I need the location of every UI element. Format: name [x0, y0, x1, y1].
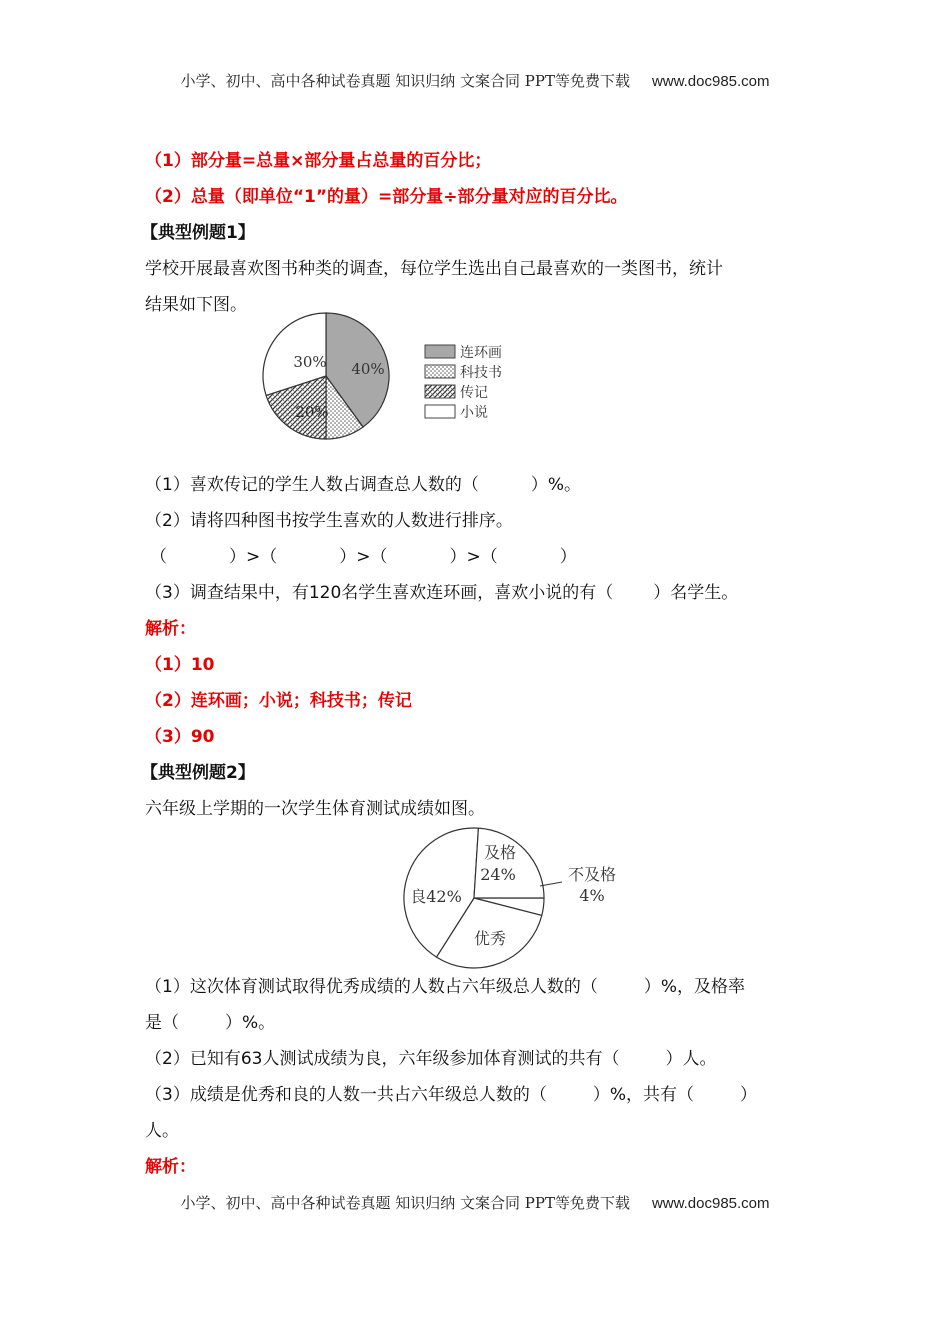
- example2-q1: [145, 972, 745, 997]
- header-site[interactable]: www.doc985.com: [651, 73, 770, 90]
- example2-intro: 六年级上学期的一次学生体育测试成绩如图。: [145, 799, 485, 819]
- example2-q3: [145, 1080, 757, 1105]
- q1-text-b: ）%。: [530, 475, 581, 495]
- example1-answer-3: （3）90: [145, 727, 215, 747]
- pie2-label-bujige: 不及格: [567, 865, 617, 884]
- legend-swatch-xiaoshuo: [425, 405, 455, 418]
- example1-q2: （2）请将四种图书按学生喜欢的人数进行排序。: [145, 511, 513, 531]
- legend-swatch-zhuanji: [425, 385, 455, 398]
- example2-q2: [145, 1044, 716, 1069]
- example1-title: 【典型例题1】: [141, 223, 255, 243]
- pie2-label-jige-pct: 24%: [480, 865, 516, 884]
- page-footer: [0, 1192, 950, 1213]
- e2-q1-text-d: ）%。: [225, 1013, 276, 1033]
- pie1-label-lianhuanhua: 40%: [351, 360, 385, 378]
- q3-text-b: ）名学生。: [653, 583, 739, 603]
- legend-swatch-lianhuanhua: [425, 345, 455, 358]
- e2-q3-text-a: （3）成绩是优秀和良的人数一共占六年级总人数的（: [145, 1085, 547, 1105]
- example1-q1: [145, 470, 581, 495]
- page-header: [0, 70, 950, 91]
- example1-rank-line: [150, 542, 577, 567]
- q3-text-a: （3）调查结果中，有120名学生喜欢连环画，喜欢小说的有（: [145, 583, 614, 603]
- rule-1: （1）部分量=总量×部分量占总量的百分比；: [145, 151, 492, 171]
- pie1-label-xiaoshuo: 30%: [293, 353, 327, 371]
- example1-q3: [145, 578, 738, 603]
- example2-q3-cont: 人。: [145, 1121, 179, 1141]
- e2-q1-text-c: 是（: [145, 1013, 179, 1033]
- pie2-slice-3: [474, 828, 544, 898]
- legend-label-zhuanji: 传记: [460, 385, 488, 401]
- rank-paren-1: ）>（: [229, 547, 278, 567]
- example1-intro-1: 学校开展最喜欢图书种类的调查，每位学生选出自己最喜欢的一类图书，统计: [145, 259, 723, 279]
- example2-title: 【典型例题2】: [141, 763, 255, 783]
- legend-label-xiaoshuo: 小说: [460, 405, 488, 421]
- pie2-label-youxiu: 优秀: [473, 929, 507, 948]
- pie1-label-zhuanji: 20%: [295, 403, 329, 421]
- q1-text-a: （1）喜欢传记的学生人数占调查总人数的（: [145, 475, 479, 495]
- rank-paren-0: （: [150, 547, 167, 567]
- e2-q1-text-a: （1）这次体育测试取得优秀成绩的人数占六年级总人数的（: [145, 977, 598, 997]
- footer-text: 小学、初中、高中各种试卷真题 知识归纳 文案合同 PPT等免费下载: [180, 1194, 630, 1212]
- header-text: 小学、初中、高中各种试卷真题 知识归纳 文案合同 PPT等免费下载: [180, 72, 630, 90]
- e2-q1-text-b: ）%，及格率: [643, 977, 745, 997]
- rank-paren-2: ）>（: [339, 547, 388, 567]
- example1-analysis-label: 解析：: [145, 619, 196, 639]
- rank-paren-3: ）>（: [449, 547, 498, 567]
- example1-answer-1: （1）10: [145, 655, 215, 675]
- e2-q3-text-c: ）: [739, 1085, 757, 1105]
- e2-q2-text-b: ）人。: [665, 1049, 717, 1069]
- rule-2: （2）总量（即单位“1”的量）=部分量÷部分量对应的百分比。: [145, 187, 628, 207]
- example2-q1-cont: [145, 1008, 275, 1033]
- e2-q3-text-b: ）%，共有（: [592, 1085, 694, 1105]
- example2-analysis-label: 解析：: [145, 1157, 196, 1177]
- legend-swatch-kejishu: [425, 365, 455, 378]
- rank-paren-4: ）: [559, 547, 577, 567]
- e2-q2-text-a: （2）已知有63人测试成绩为良，六年级参加体育测试的共有（: [145, 1049, 620, 1069]
- legend-label-kejishu: 科技书: [460, 365, 502, 381]
- pie-chart-pe-results: [400, 826, 640, 970]
- pie2-label-bujige-pct: 4%: [579, 886, 605, 905]
- pie2-label-liang: 良42%: [410, 887, 462, 906]
- footer-site[interactable]: www.doc985.com: [651, 1195, 770, 1212]
- legend-label-lianhuanhua: 连环画: [460, 345, 502, 361]
- example1-intro-2: 结果如下图。: [145, 295, 247, 315]
- example1-answer-2: （2）连环画；小说；科技书；传记: [145, 691, 412, 711]
- pie2-label-jige: 及格: [483, 843, 517, 862]
- pie-chart-books: [260, 312, 530, 442]
